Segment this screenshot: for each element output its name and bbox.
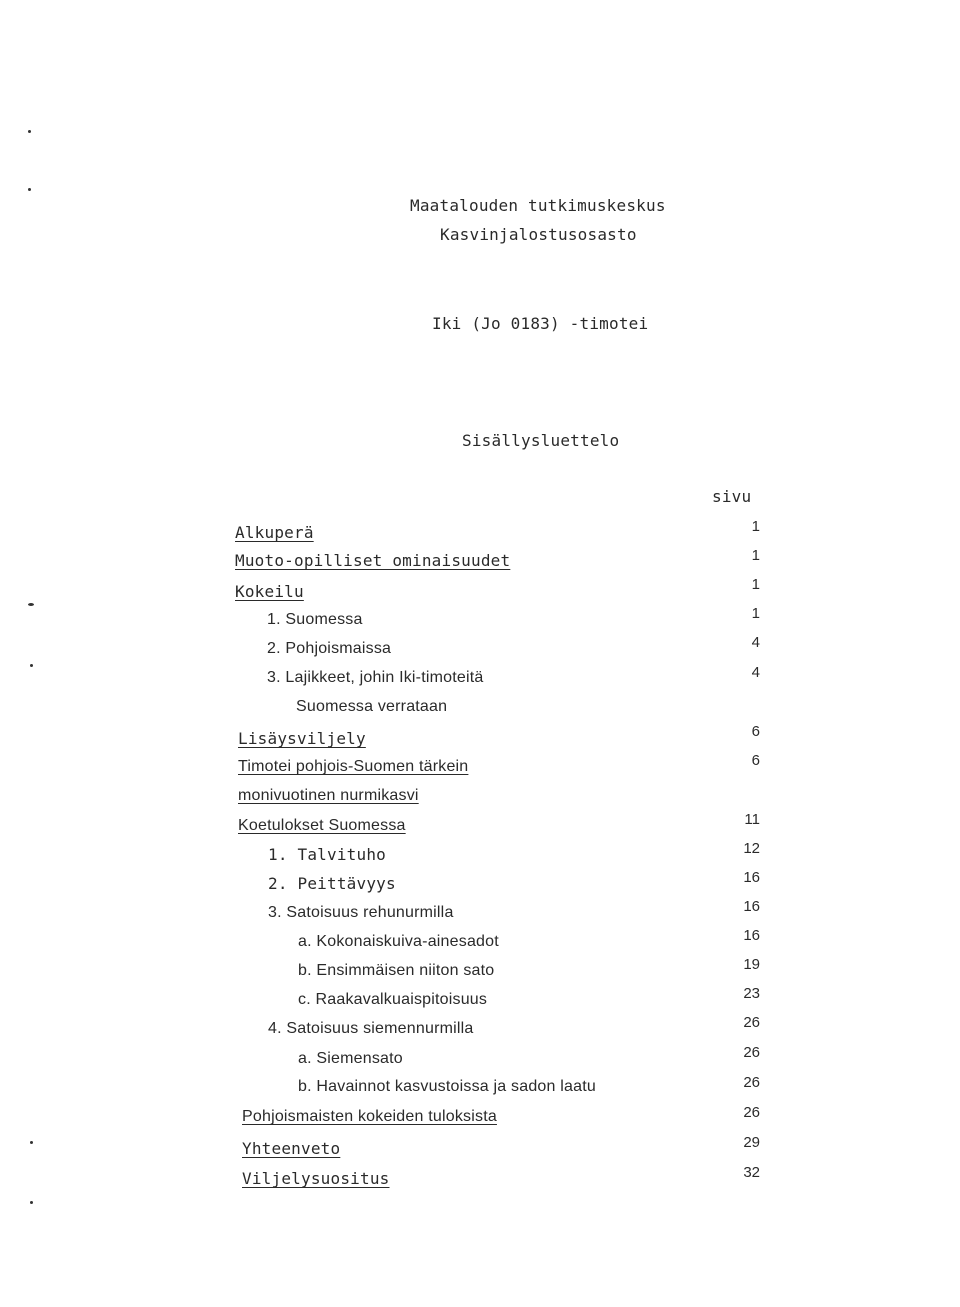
toc-entry-pohjoismaissa: 2. Pohjoismaissa xyxy=(267,640,392,657)
toc-entry-timotei-cont: monivuotinen nurmikasvi xyxy=(238,787,419,804)
toc-entry-raakavalkuais: c. Raakavalkuaispitoisuus xyxy=(298,991,488,1008)
toc-page-peittavyys: 16 xyxy=(743,869,760,886)
toc-page-havainnot: 26 xyxy=(743,1074,760,1091)
scan-speck xyxy=(28,188,31,191)
scan-speck xyxy=(28,603,34,606)
toc-entry-koetulokset: Koetulokset Suomessa xyxy=(238,817,406,834)
scan-speck xyxy=(30,1141,33,1144)
toc-entry-pohjoismaisten: Pohjoismaisten kokeiden tuloksista xyxy=(242,1108,497,1125)
toc-entry-muoto-opilliset: Muoto-opilliset ominaisuudet xyxy=(235,551,511,570)
scan-speck xyxy=(28,130,31,133)
toc-page-lisaysviljely: 6 xyxy=(751,723,760,740)
toc-entry-talvituho: 1. Talvituho xyxy=(268,845,386,864)
toc-entry-satoisuus-siemen: 4. Satoisuus siemennurmilla xyxy=(268,1020,474,1037)
toc-entry-suomessa: 1. Suomessa xyxy=(267,611,363,628)
toc-entry-satoisuus-rehu: 3. Satoisuus rehunurmilla xyxy=(268,904,454,921)
toc-page-satoisuus-rehu: 16 xyxy=(743,898,760,915)
toc-page-raakavalkuais: 23 xyxy=(743,985,760,1002)
toc-title: Sisällysluettelo xyxy=(462,431,620,450)
toc-entry-viljelysuositus: Viljelysuositus xyxy=(242,1169,390,1188)
toc-entry-peittavyys: 2. Peittävyys xyxy=(268,874,396,893)
toc-page-suomessa: 1 xyxy=(751,605,760,622)
toc-entry-lisaysviljely: Lisäysviljely xyxy=(238,729,366,748)
toc-page-viljelysuositus: 32 xyxy=(743,1164,760,1181)
toc-entry-siemensato: a. Siemensato xyxy=(298,1050,403,1067)
scan-speck xyxy=(30,664,33,667)
page-column-label: sivu xyxy=(712,487,752,506)
toc-page-satoisuus-siemen: 26 xyxy=(743,1014,760,1031)
toc-page-yhteenveto: 29 xyxy=(743,1134,760,1151)
document-title: Iki (Jo 0183) -timotei xyxy=(432,314,649,333)
toc-page-timotei: 6 xyxy=(751,752,760,769)
toc-entry-kokeilu: Kokeilu xyxy=(235,582,304,601)
toc-page-kokonaiskuiva: 16 xyxy=(743,927,760,944)
institution-name: Maatalouden tutkimuskeskus xyxy=(410,196,666,215)
toc-page-lajikkeet: 4 xyxy=(751,664,760,681)
department-name: Kasvinjalostusosasto xyxy=(440,225,637,244)
toc-entry-kokonaiskuiva: a. Kokonaiskuiva-ainesadot xyxy=(298,933,499,950)
toc-page-pohjoismaissa: 4 xyxy=(751,634,760,651)
toc-page-talvituho: 12 xyxy=(743,840,760,857)
toc-entry-lajikkeet: 3. Lajikkeet, johin Iki-timoteitä xyxy=(267,669,484,686)
toc-page-kokeilu: 1 xyxy=(751,576,760,593)
toc-page-muoto-opilliset: 1 xyxy=(751,547,760,564)
toc-entry-havainnot: b. Havainnot kasvustoissa ja sadon laatu xyxy=(298,1078,596,1095)
toc-page-ensimmaisen: 19 xyxy=(743,956,760,973)
toc-page-koetulokset: 11 xyxy=(744,811,760,828)
toc-page-alkupera: 1 xyxy=(751,518,760,535)
toc-entry-timotei: Timotei pohjois-Suomen tärkein xyxy=(238,758,469,775)
toc-entry-yhteenveto: Yhteenveto xyxy=(242,1139,341,1158)
toc-entry-alkupera: Alkuperä xyxy=(235,523,314,542)
scan-speck xyxy=(30,1201,33,1204)
toc-entry-lajikkeet-cont: Suomessa verrataan xyxy=(296,698,448,715)
toc-page-siemensato: 26 xyxy=(743,1044,760,1061)
toc-entry-ensimmaisen: b. Ensimmäisen niiton sato xyxy=(298,962,495,979)
toc-page-pohjoismaisten: 26 xyxy=(743,1104,760,1121)
